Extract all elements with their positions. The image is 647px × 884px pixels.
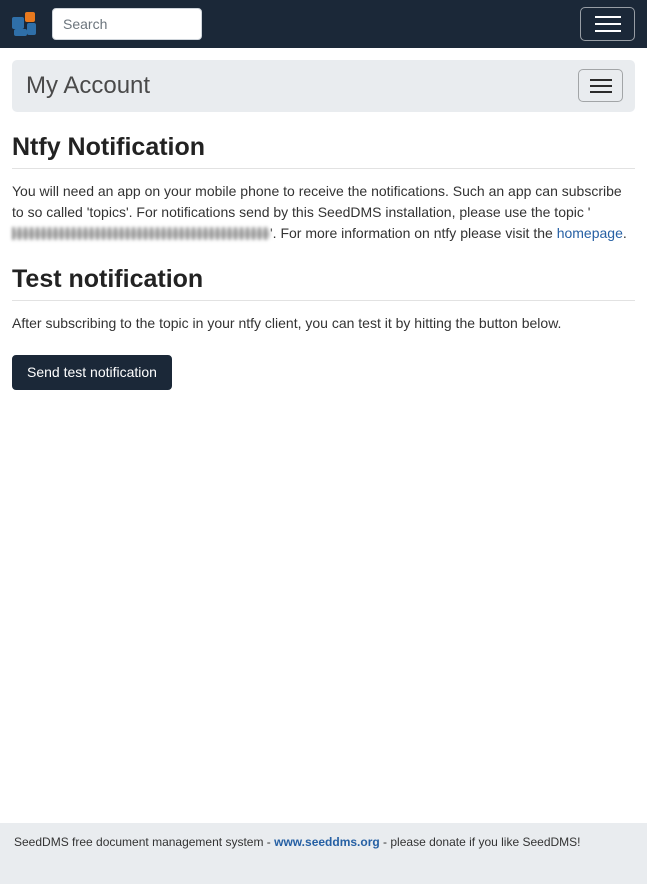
hamburger-bar-1 <box>590 79 612 81</box>
logo-square-4 <box>27 23 36 35</box>
ntfy-description-part1: You will need an app on your mobile phone to receive the notifications. Such an app can subscribe to so called 'topics'. For notifications send by this SeedDMS installation, please use the topic ' <box>12 183 622 220</box>
footer-text-after: - please donate if you like SeedDMS! <box>379 835 581 849</box>
hamburger-bar-2 <box>595 23 621 25</box>
section-heading-test-notification: Test notification <box>12 264 635 301</box>
hamburger-bar-2 <box>590 85 612 87</box>
page-title: My Account <box>26 72 151 99</box>
footer-text-before: SeedDMS free document management system - <box>14 835 275 849</box>
logo-square-1 <box>12 17 24 29</box>
search-input[interactable] <box>52 8 202 40</box>
seeddms-website-link[interactable]: www.seeddms.org <box>274 835 380 849</box>
ntfy-description <box>12 181 635 244</box>
seeddms-logo-icon[interactable] <box>12 10 42 38</box>
hamburger-bar-3 <box>590 91 612 93</box>
redacted-topic-value <box>12 227 270 240</box>
page-header-bar <box>12 60 635 112</box>
navbar-toggler-button[interactable] <box>580 7 635 41</box>
hamburger-bar-3 <box>595 30 621 32</box>
ntfy-description-part2: '. For more information on ntfy please visit the <box>270 225 557 241</box>
test-notification-description: After subscribing to the topic in your ntfy client, you can test it by hitting the button below. <box>12 315 562 331</box>
ntfy-description-part3: . <box>622 225 627 241</box>
account-menu-toggler-button[interactable] <box>578 69 623 102</box>
send-test-notification-button[interactable]: Send test notification <box>12 355 172 390</box>
logo-square-2 <box>25 12 35 22</box>
section-heading-ntfy: Ntfy Notification <box>12 132 635 169</box>
hamburger-bar-1 <box>595 16 621 18</box>
logo-square-3 <box>14 29 27 36</box>
top-navbar <box>0 0 647 48</box>
main-content <box>0 132 647 390</box>
page-footer <box>0 823 647 884</box>
ntfy-homepage-link[interactable]: homepage <box>556 225 623 241</box>
